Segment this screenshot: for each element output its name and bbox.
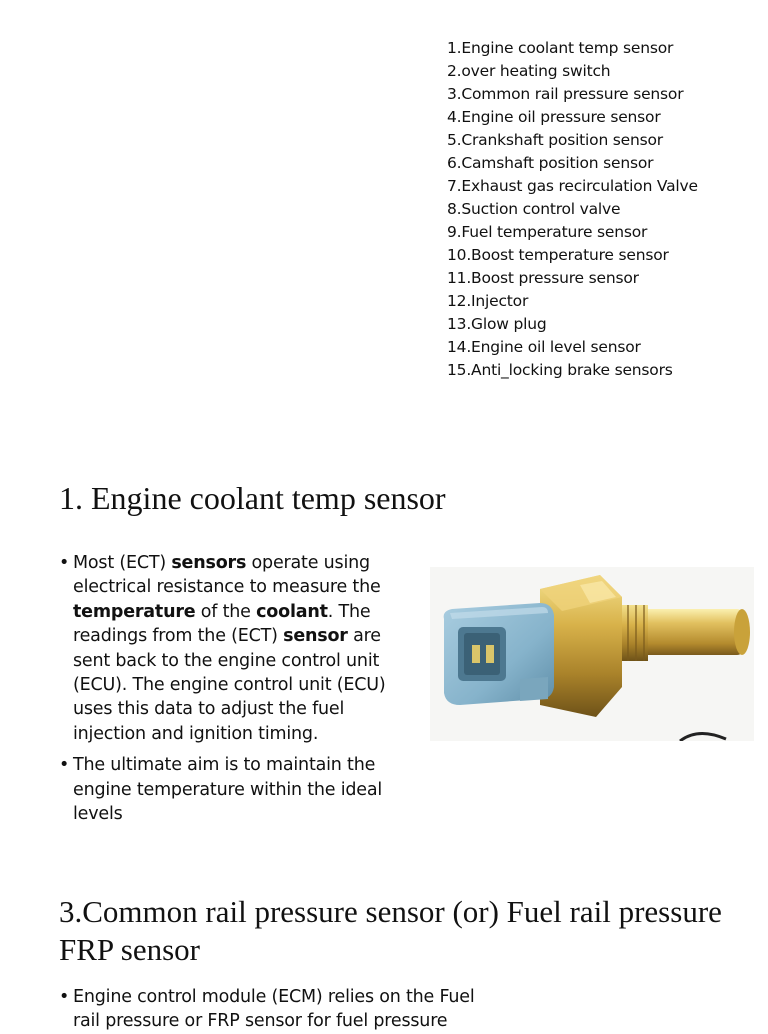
bullet-text: operate using electrical resistance to measure the bbox=[73, 553, 381, 598]
coolant-sensor-image bbox=[430, 567, 754, 741]
list-item: 5.Crankshaft position sensor bbox=[447, 131, 663, 149]
bold-term: sensor bbox=[283, 626, 348, 647]
section1-bullets bbox=[59, 551, 409, 826]
list-item: 8.Suction control valve bbox=[447, 200, 621, 218]
sensor-list bbox=[447, 37, 698, 382]
section1-bullet-2: • The ultimate aim is to maintain the engine temperature within the ideal levels bbox=[59, 753, 409, 826]
list-item: 14.Engine oil level sensor bbox=[447, 338, 641, 356]
list-item: 7.Exhaust gas recirculation Valve bbox=[447, 177, 698, 195]
section3-bullets bbox=[59, 985, 499, 1034]
section3-heading: 3.Common rail pressure sensor (or) Fuel rail pressure FRP sensor bbox=[59, 894, 722, 967]
list-item: 3.Common rail pressure sensor bbox=[447, 85, 684, 103]
section3-bullet-1: • Engine control module (ECM) relies on the Fuel rail pressure or FRP sensor for fuel pressure bbox=[59, 985, 499, 1034]
list-item: 9.Fuel temperature sensor bbox=[447, 223, 648, 241]
list-item: 13.Glow plug bbox=[447, 315, 547, 333]
section1-heading: 1. Engine coolant temp sensor bbox=[59, 480, 446, 516]
list-item: 1.Engine coolant temp sensor bbox=[447, 39, 674, 57]
list-item: 11.Boost pressure sensor bbox=[447, 269, 639, 287]
bullet-text: are sent back to the engine control unit (ECU). The engine control unit (ECU) uses this data to adjust the fuel injection and ignition timing. bbox=[73, 626, 386, 744]
list-item: 15.Anti_locking brake sensors bbox=[447, 361, 673, 379]
section1-bullet-1 bbox=[59, 551, 409, 746]
list-item: 10.Boost temperature sensor bbox=[447, 246, 669, 264]
bold-term: coolant bbox=[256, 601, 328, 622]
bullet-text: . The readings from the (ECT) bbox=[73, 601, 371, 647]
bullet-text: Most (ECT) bbox=[73, 553, 172, 573]
coolant-sensor-photo bbox=[430, 567, 754, 741]
bold-term: temperature bbox=[73, 601, 196, 622]
list-item: 12.Injector bbox=[447, 292, 529, 310]
list-item: 4.Engine oil pressure sensor bbox=[447, 108, 661, 126]
list-item: 6.Camshaft position sensor bbox=[447, 154, 654, 172]
list-item: 2.over heating switch bbox=[447, 62, 611, 80]
bullet-text: of the bbox=[195, 601, 257, 622]
bold-term: sensors bbox=[171, 553, 247, 573]
